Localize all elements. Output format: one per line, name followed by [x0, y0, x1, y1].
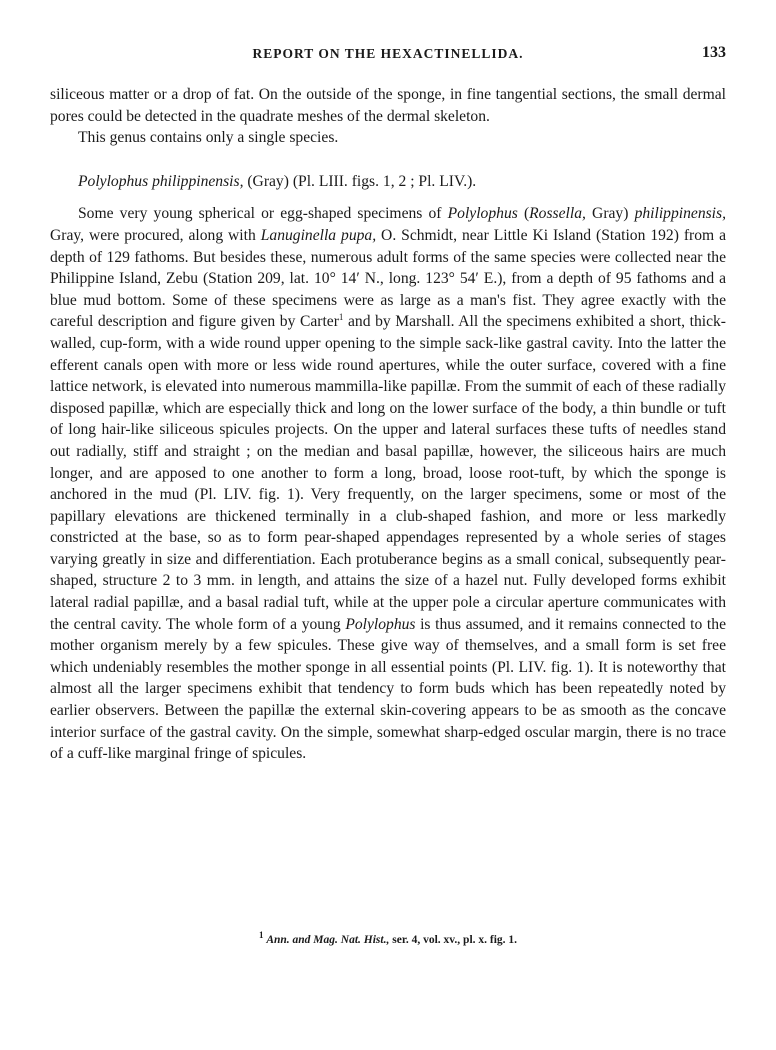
italic-term: Polylophus [447, 205, 518, 223]
species-citation: (Gray) (Pl. LIII. figs. 1, 2 ; Pl. LIV.). [243, 172, 477, 190]
footnote-reference[interactable]: 1 [338, 312, 344, 323]
heading-gap [50, 192, 726, 203]
paragraph-description [50, 203, 726, 764]
section-gap [50, 149, 726, 171]
text-run: Some very young spherical or egg-shaped specimens of [78, 205, 448, 223]
italic-term: Polylophus [345, 615, 416, 633]
footnote-mark: 1 [258, 930, 264, 941]
text-run: O. Schmidt, near Little Ki Island (Station 192) from a depth of 129 fathoms. But besides these, numerous adult forms of the same species were collected near the Philippine Island, Zebu (Station 209, lat. 10° 14′ N., long. 123° 54′ E.), from a depth of 95 fathoms and a blue mud bottom. Some of these specimens were as large as a man's fist. They agree exactly with the careful description and figure given by Carter [50, 226, 727, 331]
text-run: and by Marshall. All the specimens exhibited a short, thick-walled, cup-form, with a wide round upper opening to the simple sack-like gastral cavity. Into the latter the efferent canals open with more or less wide round apertures, while the outer surface, covered with a fine lattice network, is elevated into numerous mammilla-like papillæ. From the summit of each of these radially disposed papillæ, which are especially thick and long on the lower surface of the body, a thin bundle or tuft of long hair-like siliceous spicules projects. On the upper and lateral surfaces these tufts of needles stand out radially, stiff and straight ; on the median and basal papillæ, however, the siliceous hairs are much longer, and are apposed to one another to form a long, broad, loose root-tuft, by which the sponge is anchored in the mud (Pl. LIV. fig. 1). Very frequently, on the larger specimens, some or most of the papillary elevations are thickened terminally in a club-shaped fashion, and more or less markedly constricted at the base, so as to form pear-shaped appendages represented by a whole series of stages varying greatly in size and differentiation. Each protuberance begins as a small conical, subsequently pear-shaped, structure 2 to 3 mm. in length, and attains the size of a hazel nut. Fully developed forms exhibit lateral radial papillæ, and a basal radial tuft, while at the upper pole a circular aperture communicates with the central cavity. The whole form of a young [50, 313, 727, 633]
italic-term: Lanuginella pupa, [260, 226, 377, 244]
italic-term: philippinensis, [634, 205, 726, 223]
paragraph-genus-note: This genus contains only a single species. [78, 129, 339, 147]
footnote-journal: Ann. and Mag. Nat. Hist., [266, 934, 390, 946]
footnote [50, 930, 726, 947]
italic-term: Rossella, [529, 205, 586, 223]
running-title: REPORT ON THE HEXACTINELLIDA. [252, 46, 524, 61]
page-number: 133 [702, 44, 726, 61]
body-text [50, 84, 726, 765]
running-header [50, 46, 726, 66]
footnote-reference-text: ser. 4, vol. xv., pl. x. fig. 1. [389, 934, 518, 946]
species-heading [78, 171, 726, 193]
paragraph-continued: siliceous matter or a drop of fat. On the outside of the sponge, in fine tangential sections, the small dermal pores could be detected in the quadrate meshes of the dermal skeleton. [50, 86, 726, 125]
text-run: ( [517, 205, 530, 223]
text-run: Gray) [585, 205, 635, 223]
text-run: Gray, were procured, along with [50, 226, 261, 244]
species-name: Polylophus philippinensis, [78, 172, 244, 190]
text-run: is thus assumed, and it remains connected to the mother organism merely by a few spicules. These give way of themselves, and a small form is set free which undeniably resembles the mother sponge in all essential points (Pl. LIV. fig. 1). It is noteworthy that almost all the larger specimens exhibit that tendency to form buds which has been repeatedly noted by earlier observers. Between the papillæ the external skin-covering appears to be as smooth as the concave interior surface of the gastral cavity. On the simple, somewhat sharp-edged oscular margin, there is no trace of a cuff-like marginal fringe of spicules. [50, 615, 726, 763]
